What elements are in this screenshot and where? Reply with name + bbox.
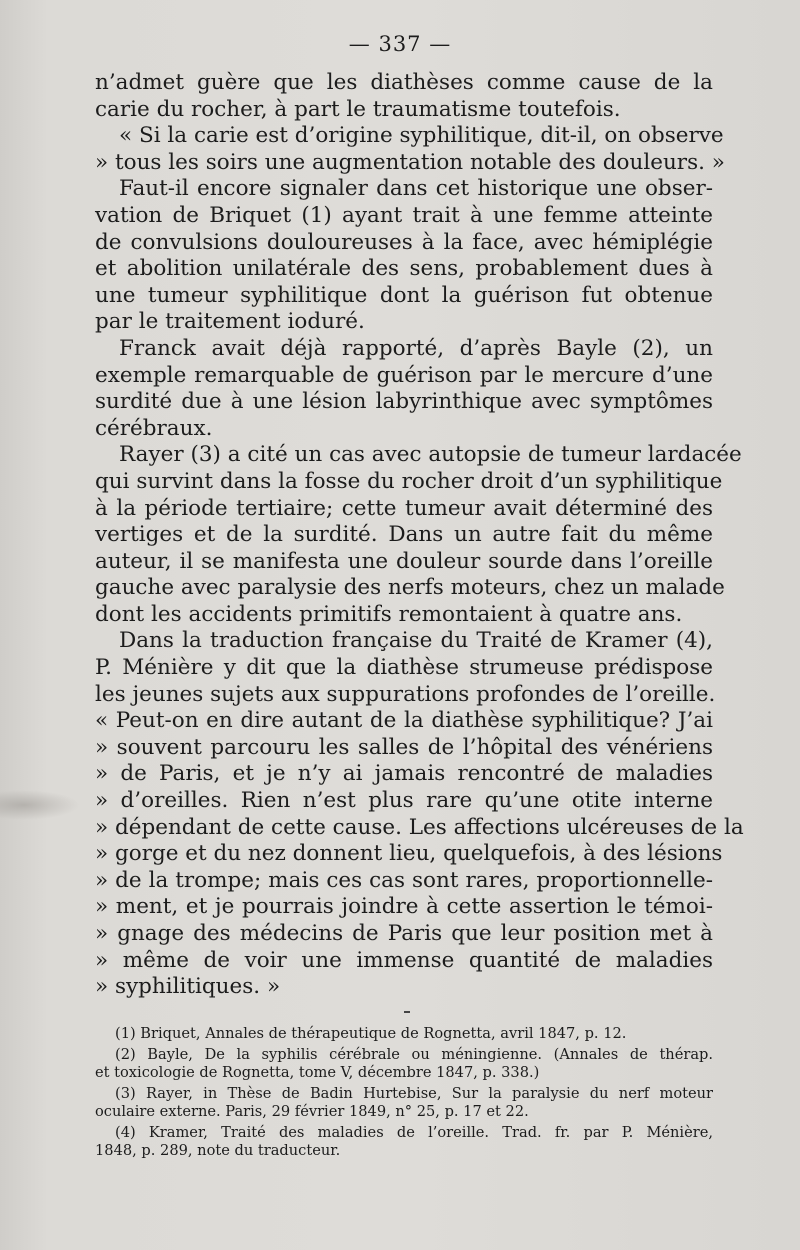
text-line: auteur, il se manifesta une douleur sourde dans l’oreille xyxy=(95,548,713,574)
text-line: carie du rocher, à part le traumatisme toutefois. xyxy=(95,96,621,122)
text-line: » syphilitiques. » xyxy=(95,974,281,1000)
footnote-2 xyxy=(95,1046,713,1083)
text-line: de convulsions douloureuses à la face, avec hémiplégie xyxy=(95,229,713,255)
text-line: » de Paris, et je n’y ai jamais rencontré de maladies xyxy=(95,761,713,787)
text-line: vertiges et de la surdité. Dans un autre fait du même xyxy=(95,522,713,548)
footnote-line: (1) Briquet, Annales de thérapeutique de Rognetta, avril 1847, p. 12. xyxy=(115,1025,627,1042)
body-text xyxy=(95,70,744,1001)
text-line: dont les accidents primitifs remontaient à quatre ans. xyxy=(95,601,683,627)
text-line: » même de voir une immense quantité de maladies xyxy=(95,947,713,973)
text-line: les jeunes sujets aux suppurations profondes de l’oreille. xyxy=(95,681,716,707)
text-line: exemple remarquable de guérison par le mercure d’une xyxy=(95,362,713,388)
text-line: » gnage des médecins de Paris que leur position met à xyxy=(95,921,713,946)
text-line: surdité due à une lésion labyrinthique avec symptômes xyxy=(95,389,713,415)
text-line: » ment, et je pourrais joindre à cette assertion le témoi- xyxy=(95,894,713,920)
text-line: » tous les soirs une augmentation notable des douleurs. » xyxy=(95,149,725,175)
text-line: une tumeur syphilitique dont la guérison fut obtenue xyxy=(95,282,713,308)
footnote-separator xyxy=(404,1011,410,1013)
footnote-line: oculaire externe. Paris, 29 février 1849, n° 25, p. 17 et 22. xyxy=(95,1103,529,1120)
text-line: » dépendant de cette cause. Les affections ulcéreuses de la xyxy=(95,814,744,840)
footnote-1 xyxy=(95,1025,713,1044)
footnote-3 xyxy=(95,1085,713,1122)
text-line: P. Ménière y dit que la diathèse strumeuse prédispose xyxy=(95,655,713,681)
footnote-line: (2) Bayle, De la syphilis cérébrale ou méningienne. (Annales de thérap. xyxy=(115,1045,713,1063)
text-line: par le traitement ioduré. xyxy=(95,309,365,335)
text-line: Dans la traduction française du Traité de Kramer (4), xyxy=(119,628,713,654)
text-line: et abolition unilatérale des sens, probablement dues à xyxy=(95,256,713,282)
text-line: « Peut-on en dire autant de la diathèse syphilitique? J’ai xyxy=(95,708,713,734)
page-number: — 337 — xyxy=(348,32,452,56)
footnote-line: et toxicologie de Rognetta, tome V, décembre 1847, p. 338.) xyxy=(95,1064,540,1081)
text-line: » de la trompe; mais ces cas sont rares, proportionnelle- xyxy=(95,867,713,893)
page-smudge xyxy=(0,790,80,820)
text-line: n’admet guère que les diathèses comme cause de la xyxy=(95,70,713,95)
text-line: Rayer (3) a cité un cas avec autopsie de tumeur lardacée xyxy=(119,442,742,468)
footnotes xyxy=(95,1025,713,1163)
footnote-line: 1848, p. 289, note du traducteur. xyxy=(95,1142,341,1159)
text-line: » gorge et du nez donnent lieu, quelquefois, à des lésions xyxy=(95,841,723,867)
text-line: gauche avec paralysie des nerfs moteurs, chez un malade xyxy=(95,575,725,601)
footnote-line: (3) Rayer, in Thèse de Badin Hurtebise, Sur la paralysie du nerf moteur xyxy=(115,1084,713,1102)
text-line: « Si la carie est d’origine syphilitique, dit-il, on observe xyxy=(119,123,724,149)
footnote-4 xyxy=(95,1124,713,1161)
text-line: qui survint dans la fosse du rocher droit d’un syphilitique xyxy=(95,468,723,494)
text-line: vation de Briquet (1) ayant trait à une femme atteinte xyxy=(95,202,713,228)
text-line: cérébraux. xyxy=(95,415,213,441)
text-line: » d’oreilles. Rien n’est plus rare qu’une otite interne xyxy=(95,788,713,814)
text-line: Franck avait déjà rapporté, d’après Bayle (2), un xyxy=(119,335,713,361)
text-line: à la période tertiaire; cette tumeur avait déterminé des xyxy=(95,495,713,521)
text-line: Faut-il encore signaler dans cet historique une obser- xyxy=(119,176,713,202)
footnote-line: (4) Kramer, Traité des maladies de l’oreille. Trad. fr. par P. Ménière, xyxy=(115,1123,713,1141)
text-line: » souvent parcouru les salles de l’hôpital des vénériens xyxy=(95,734,713,760)
